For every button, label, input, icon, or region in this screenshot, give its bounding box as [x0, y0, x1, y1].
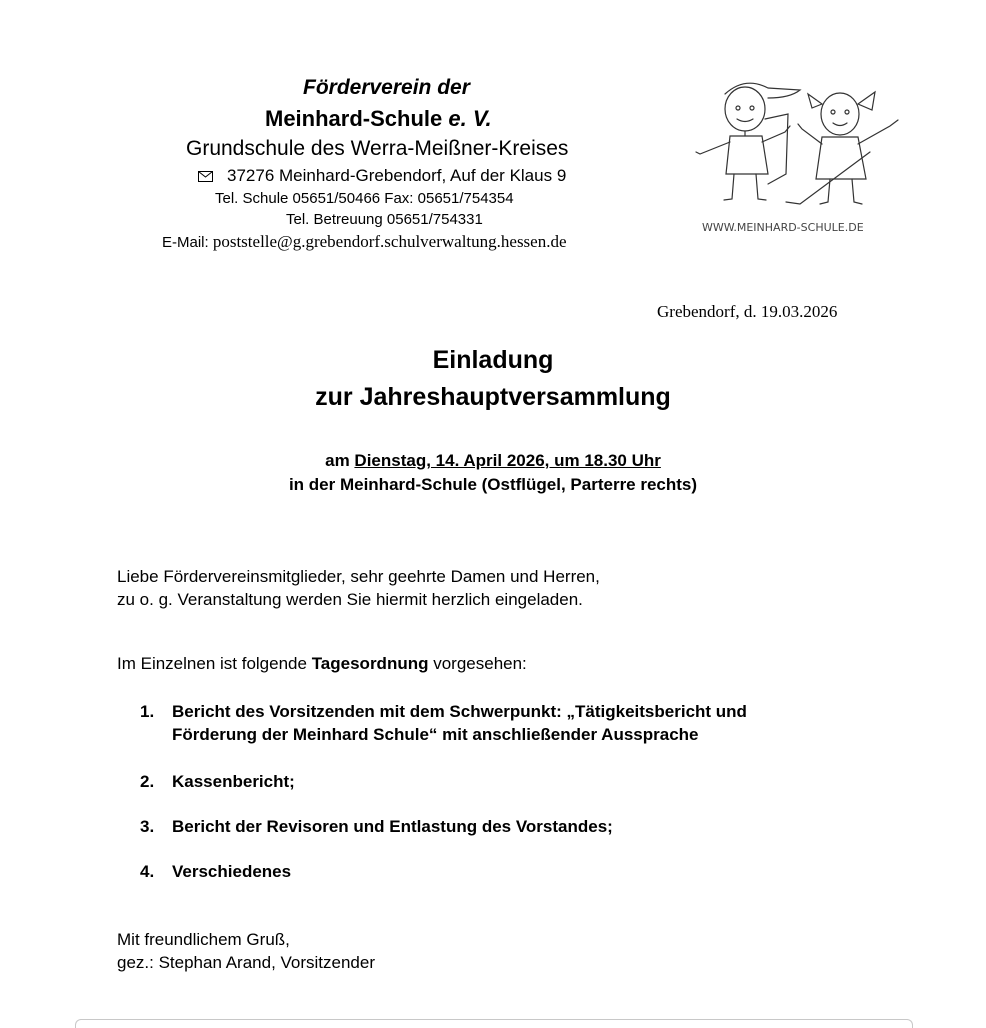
agenda-intro-pre: Im Einzelnen ist folgende: [117, 654, 307, 673]
agenda-number: 3.: [140, 817, 155, 836]
invitation-text: zu o. g. Veranstaltung werden Sie hiermit herzlich eingeladen.: [117, 590, 583, 609]
agenda-item-continued: Förderung der Meinhard Schule“ mit anschließender Aussprache: [172, 725, 699, 744]
agenda-intro-bold: Tagesordnung: [311, 654, 429, 673]
association-label: Förderverein der: [303, 76, 470, 99]
page-title: Einladung: [432, 346, 554, 374]
closing-greeting: Mit freundlichem Gruß,: [117, 930, 290, 949]
children-drawing-icon: [690, 74, 920, 244]
event-date-value: Dienstag, 14. April 2026, um 18.30 Uhr: [354, 451, 661, 470]
school-type: Grundschule des Werra-Meißner-Kreises: [186, 137, 569, 160]
signature-line: gez.: Stephan Arand, Vorsitzender: [117, 953, 376, 972]
email-label: E-Mail:: [162, 234, 209, 251]
agenda-number: 1.: [140, 702, 155, 721]
logo-website: WWW.MEINHARD-SCHULE.DE: [702, 221, 864, 234]
page-subtitle: zur Jahreshauptversammlung: [315, 383, 671, 411]
address-text: 37276 Meinhard-Grebendorf, Auf der Klaus 9: [227, 166, 567, 185]
event-location: in der Meinhard-Schule (Ostflügel, Parterre rechts): [288, 475, 698, 494]
agenda-intro: [117, 654, 527, 674]
agenda-intro-post: vorgesehen:: [433, 654, 527, 673]
event-date: [0, 451, 986, 471]
letter-date: Grebendorf, d. 19.03.2026: [657, 302, 838, 321]
envelope-icon: [198, 171, 213, 182]
school-name-suffix: e. V.: [448, 106, 492, 131]
agenda-item: Verschiedenes: [172, 862, 292, 881]
phone-line: Tel. Schule 05651/50466 Fax: 05651/754354: [215, 190, 514, 207]
greeting: Liebe Fördervereinsmitglieder, sehr geehrte Damen und Herren,: [117, 567, 600, 586]
address-line: [198, 166, 566, 186]
school-name: [265, 106, 492, 132]
email-line: [162, 232, 567, 252]
care-phone-line: Tel. Betreuung 05651/754331: [286, 211, 483, 228]
event-date-prefix: am: [325, 451, 350, 470]
agenda-item: Bericht des Vorsitzenden mit dem Schwerpunkt: „Tätigkeitsbericht und: [172, 702, 747, 721]
agenda-item: Kassenbericht;: [172, 772, 295, 791]
school-name-text: Meinhard-Schule: [265, 106, 443, 131]
email-address[interactable]: poststelle@g.grebendorf.schulverwaltung.hessen.de: [212, 232, 567, 251]
agenda-item: Bericht der Revisoren und Entlastung des Vorstandes;: [172, 817, 613, 836]
agenda-number: 4.: [140, 862, 155, 881]
agenda-number: 2.: [140, 772, 155, 791]
